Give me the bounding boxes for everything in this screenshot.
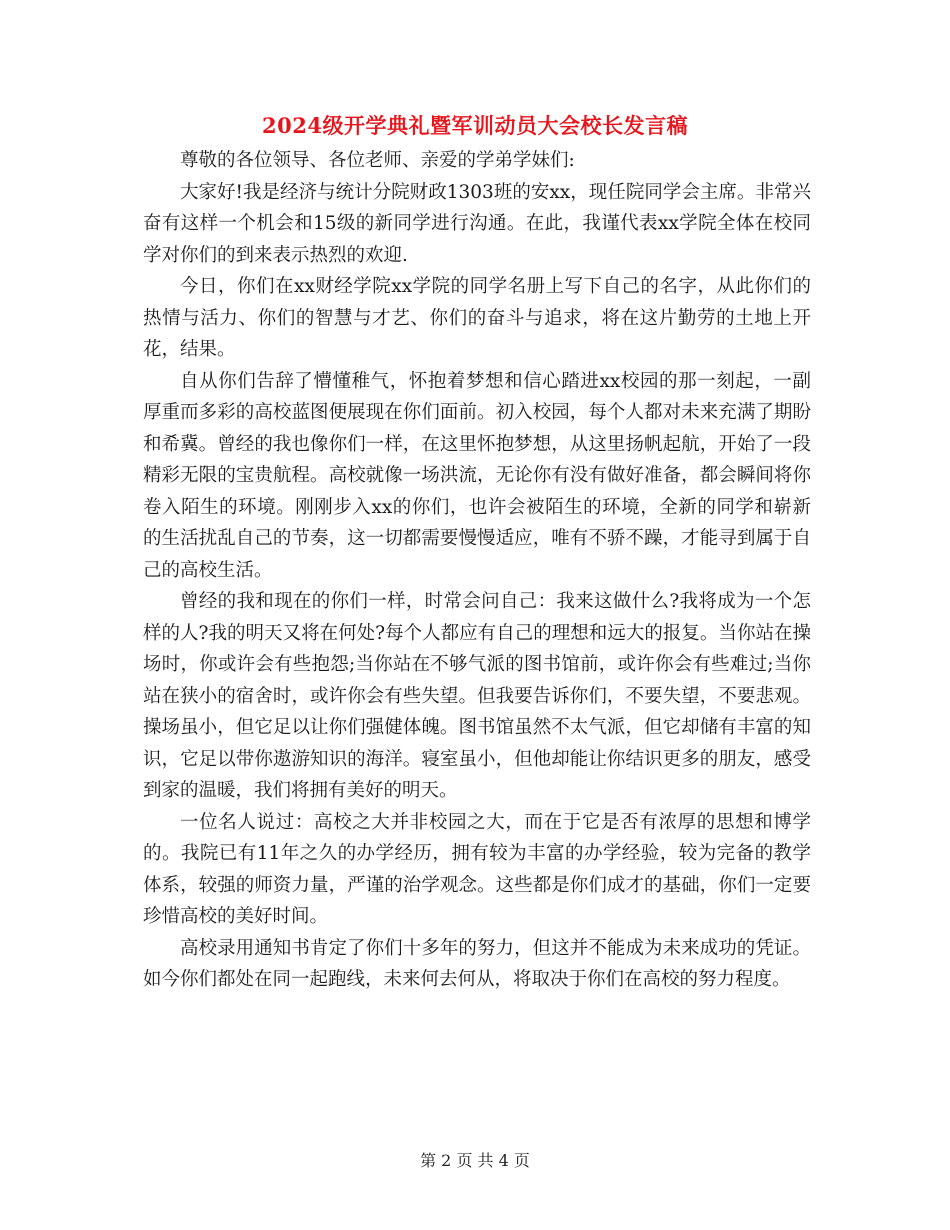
paragraph-questions: 曾经的我和现在的你们一样，时常会问自己：我来这做什么?我将成为一个怎样的人?我的明天又将在何处?每个人都应有自己的理想和远大的报复。当你站在操场时，你或许会有些抱怨;当你站在不够气派的图书馆前，或许你会有些难过;当你站在狭小的宿舍时，或许你会有些失望。但我要告诉你们，不要失望，不要悲观。操场虽小，但它足以让你们强健体魄。图书馆虽然不太气派，但它却储有丰富的知识，它足以带你遨游知识的海洋。寝室虽小，但他却能让你结识更多的朋友，感受到家的温暖，我们将拥有美好的明天。 bbox=[143, 591, 811, 801]
document-title: 2024级开学典礼暨军训动员大会校长发言稿 bbox=[262, 113, 688, 138]
document-body bbox=[143, 145, 811, 996]
paragraph-today: 今日，你们在xx财经学院xx学院的同学名册上写下自己的名字，从此你们的热情与活力、你们的智慧与才艺、你们的奋斗与追求，将在这片勤劳的土地上开花，结果。 bbox=[143, 276, 811, 360]
paragraph-greeting: 大家好!我是经济与统计分院财政1303班的安xx，现任院同学会主席。非常兴奋有这样一个机会和15级的新同学进行沟通。在此，我谨代表xx学院全体在校同学对你们的到来表示热烈的欢迎. bbox=[143, 181, 811, 266]
page-number-footer: 第 2 页 共 4 页 bbox=[420, 1151, 530, 1170]
paragraph-campus-entry: 自从你们告辞了懵懂稚气，怀抱着梦想和信心踏进xx校园的那一刻起，一副厚重而多彩的高校蓝图便展现在你们面前。初入校园，每个人都对未来充满了期盼和希冀。曾经的我也像你们一样，在这里怀抱梦想，从这里扬帆起航，开始了一段精彩无限的宝贵航程。高校就像一场洪流，无论你有没有做好准备，都会瞬间将你卷入陌生的环境。刚刚步入xx的你们，也许会被陌生的环境，全新的同学和崭新的生活扰乱自己的节奏，这一切都需要慢慢适应，唯有不骄不躁，才能寻到属于自己的高校生活。 bbox=[143, 370, 811, 581]
paragraph-quote: 一位名人说过：高校之大并非校园之大，而在于它是否有浓厚的思想和博学的。我院已有11年之久的办学经历，拥有较为丰富的办学经验，较为完备的教学体系，较强的师资力量，严谨的治学观念。这些都是你们成才的基础，你们一定要珍惜高校的美好时间。 bbox=[143, 811, 811, 927]
paragraph-effort: 高校录用通知书肯定了你们十多年的努力，但这并不能成为未来成功的凭证。如今你们都处在同一起跑线，未来何去何从，将取决于你们在高校的努力程度。 bbox=[143, 937, 811, 990]
paragraph-salutation: 尊敬的各位领导、各位老师、亲爱的学弟学妹们: bbox=[180, 150, 575, 171]
